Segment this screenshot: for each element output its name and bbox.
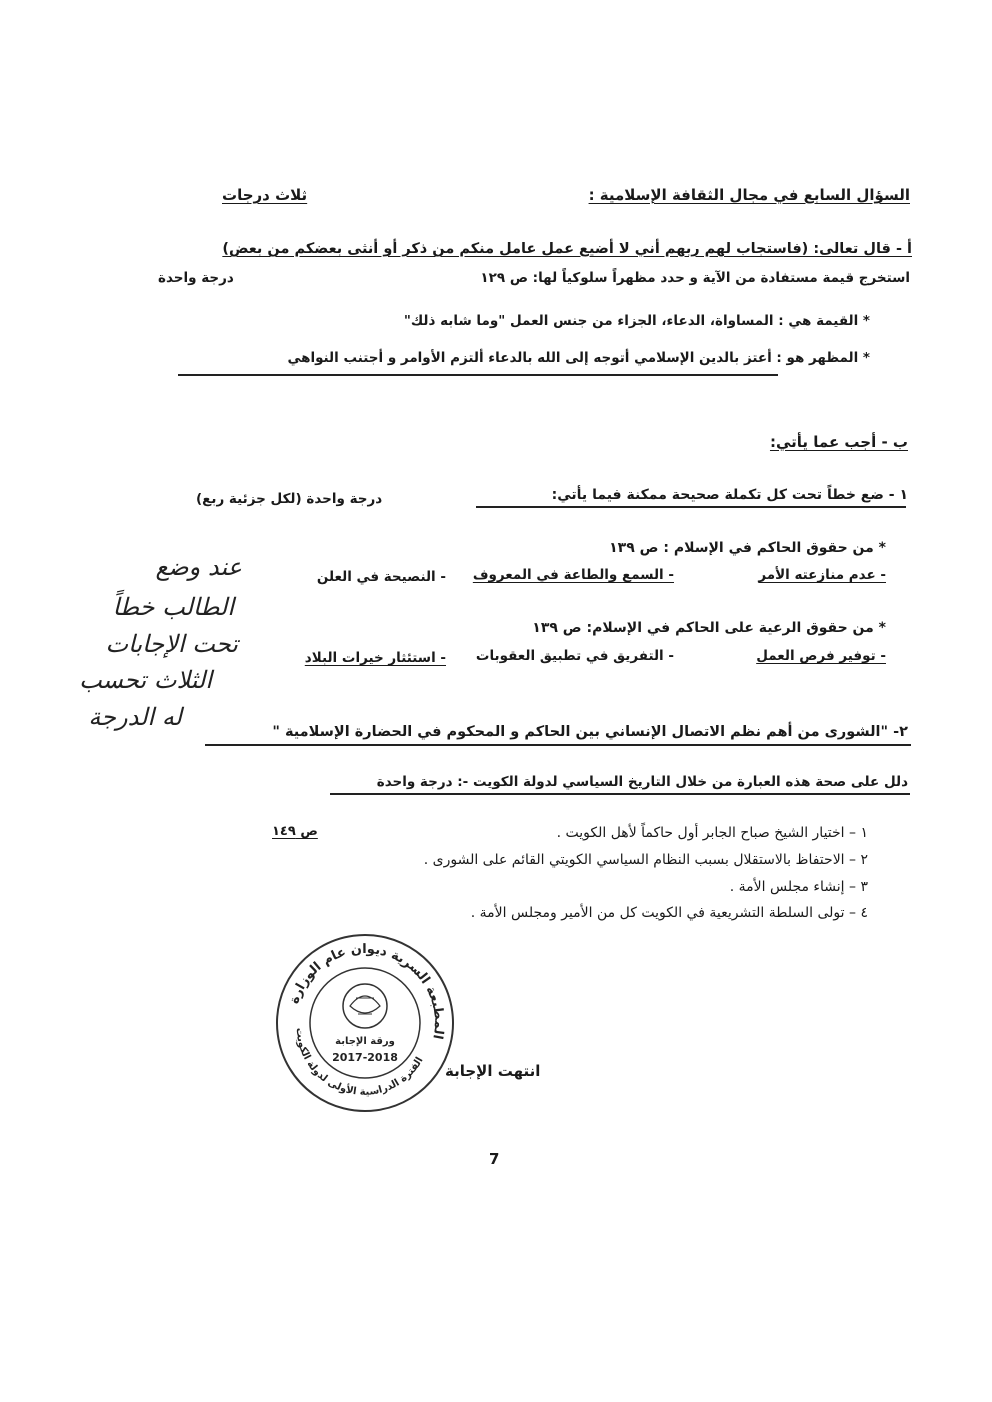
- q2-underline: [205, 744, 911, 746]
- handwritten-note-line-1: عند وضع: [155, 553, 242, 581]
- svg-text:المطبعة السرية ديوان عام الوزا: [287, 928, 460, 1041]
- question-title: السؤال السابع في مجال الثقافة الإسلامية :: [588, 186, 910, 204]
- q1-underline: [476, 506, 906, 508]
- q2-page-ref: ص ١٤٩: [272, 824, 318, 839]
- q2-instruction-underline: [330, 793, 910, 795]
- handwritten-note-line-5: له الدرجة: [88, 703, 182, 731]
- ruler-option-3: - النصيحة في العلن: [316, 569, 446, 585]
- verse-line: أ - قال تعالى: (فاستجاب لهم ربهم أني لا أضيع عمل عامل منكم من ذكر أو أنثى بعضكم من بعض): [222, 241, 912, 257]
- q1-line: ١ - ضع خطاً تحت كل تكملة صحيحة ممكنة فيما يأتي:: [551, 487, 908, 503]
- handwritten-note-line-4: الثلاث تحسب: [79, 666, 212, 694]
- q2-line: ٢- "الشورى من أهم نظم الاتصال الإنساني بين الحاكم و المحكوم في الحضارة الإسلامية ": [272, 724, 908, 740]
- subjects-option-1: - توفير فرص العمل: [756, 648, 886, 664]
- official-stamp: [270, 928, 460, 1118]
- question-marks: ثلاث درجات: [222, 186, 308, 204]
- part-b-heading: ب - أجب عما يأتي:: [769, 433, 908, 451]
- page-number: 7: [489, 1150, 500, 1168]
- behavior-underline: [178, 374, 778, 376]
- q2-answer-2: ٢ – الاحتفاظ بالاستقلال بسبب النظام السياسي الكويتي القائم على الشورى .: [423, 852, 868, 868]
- ruler-rights-heading: * من حقوق الحاكم في الإسلام : ص ١٣٩: [609, 540, 886, 556]
- q2-answer-3: ٣ – إنشاء مجلس الأمة .: [729, 879, 868, 895]
- instruction-mark: درجة واحدة: [158, 270, 234, 286]
- stamp-emblem: [343, 984, 387, 1028]
- q2-instruction: دلل على صحة هذه العبارة من خلال التاريخ السياسي لدولة الكويت -: درجة واحدة: [376, 774, 908, 790]
- stamp-bottom-text: الفترة الدراسية الأولى لدولة الكويت: [293, 1027, 426, 1098]
- ruler-option-2: - السمع والطاعة في المعروف: [472, 567, 674, 583]
- handwritten-note-line-2: الطالب خطاً: [112, 593, 234, 621]
- q1-mark: درجة واحدة (لكل جزئية ربع): [196, 491, 383, 507]
- ruler-option-1: - عدم منازعته الأمر: [758, 567, 886, 583]
- stamp-center-label: ورقة الإجابة: [335, 1036, 395, 1047]
- handwritten-note-line-3: تحت الإجابات: [105, 630, 238, 658]
- subjects-option-2: - التفريق في تطبيق العقوبات: [475, 648, 674, 664]
- q2-answer-4: ٤ – تولى السلطة التشريعية في الكويت كل من الأمير ومجلس الأمة .: [470, 905, 868, 921]
- subjects-option-3: - استئثار خيرات البلاد: [304, 650, 446, 666]
- q2-answer-1: ١ – اختيار الشيخ صباح الجابر أول حاكماً لأهل الكويت .: [556, 825, 868, 841]
- subjects-rights-heading: * من حقوق الرعية على الحاكم في الإسلام: ص ١٣٩: [532, 620, 886, 636]
- end-of-answer: انتهت الإجابة: [445, 1062, 541, 1080]
- value-answer: * القيمة هي : المساواة، الدعاء، الجزاء من جنس العمل "وما شابه ذلك": [403, 313, 870, 329]
- instruction-line: استخرج قيمة مستفادة من الآية و حدد مظهراً سلوكياً لها: ص ١٢٩: [480, 270, 910, 286]
- stamp-outer-text: المطبعة السرية ديوان عام الوزارة: [286, 941, 447, 1041]
- behavior-answer: * المظهر هو : أعتز بالدين الإسلامي أتوجه إلى الله بالدعاء ألتزم الأوامر و أجتنب النواهي: [287, 350, 870, 366]
- stamp-years: 2017-2018: [332, 1051, 398, 1064]
